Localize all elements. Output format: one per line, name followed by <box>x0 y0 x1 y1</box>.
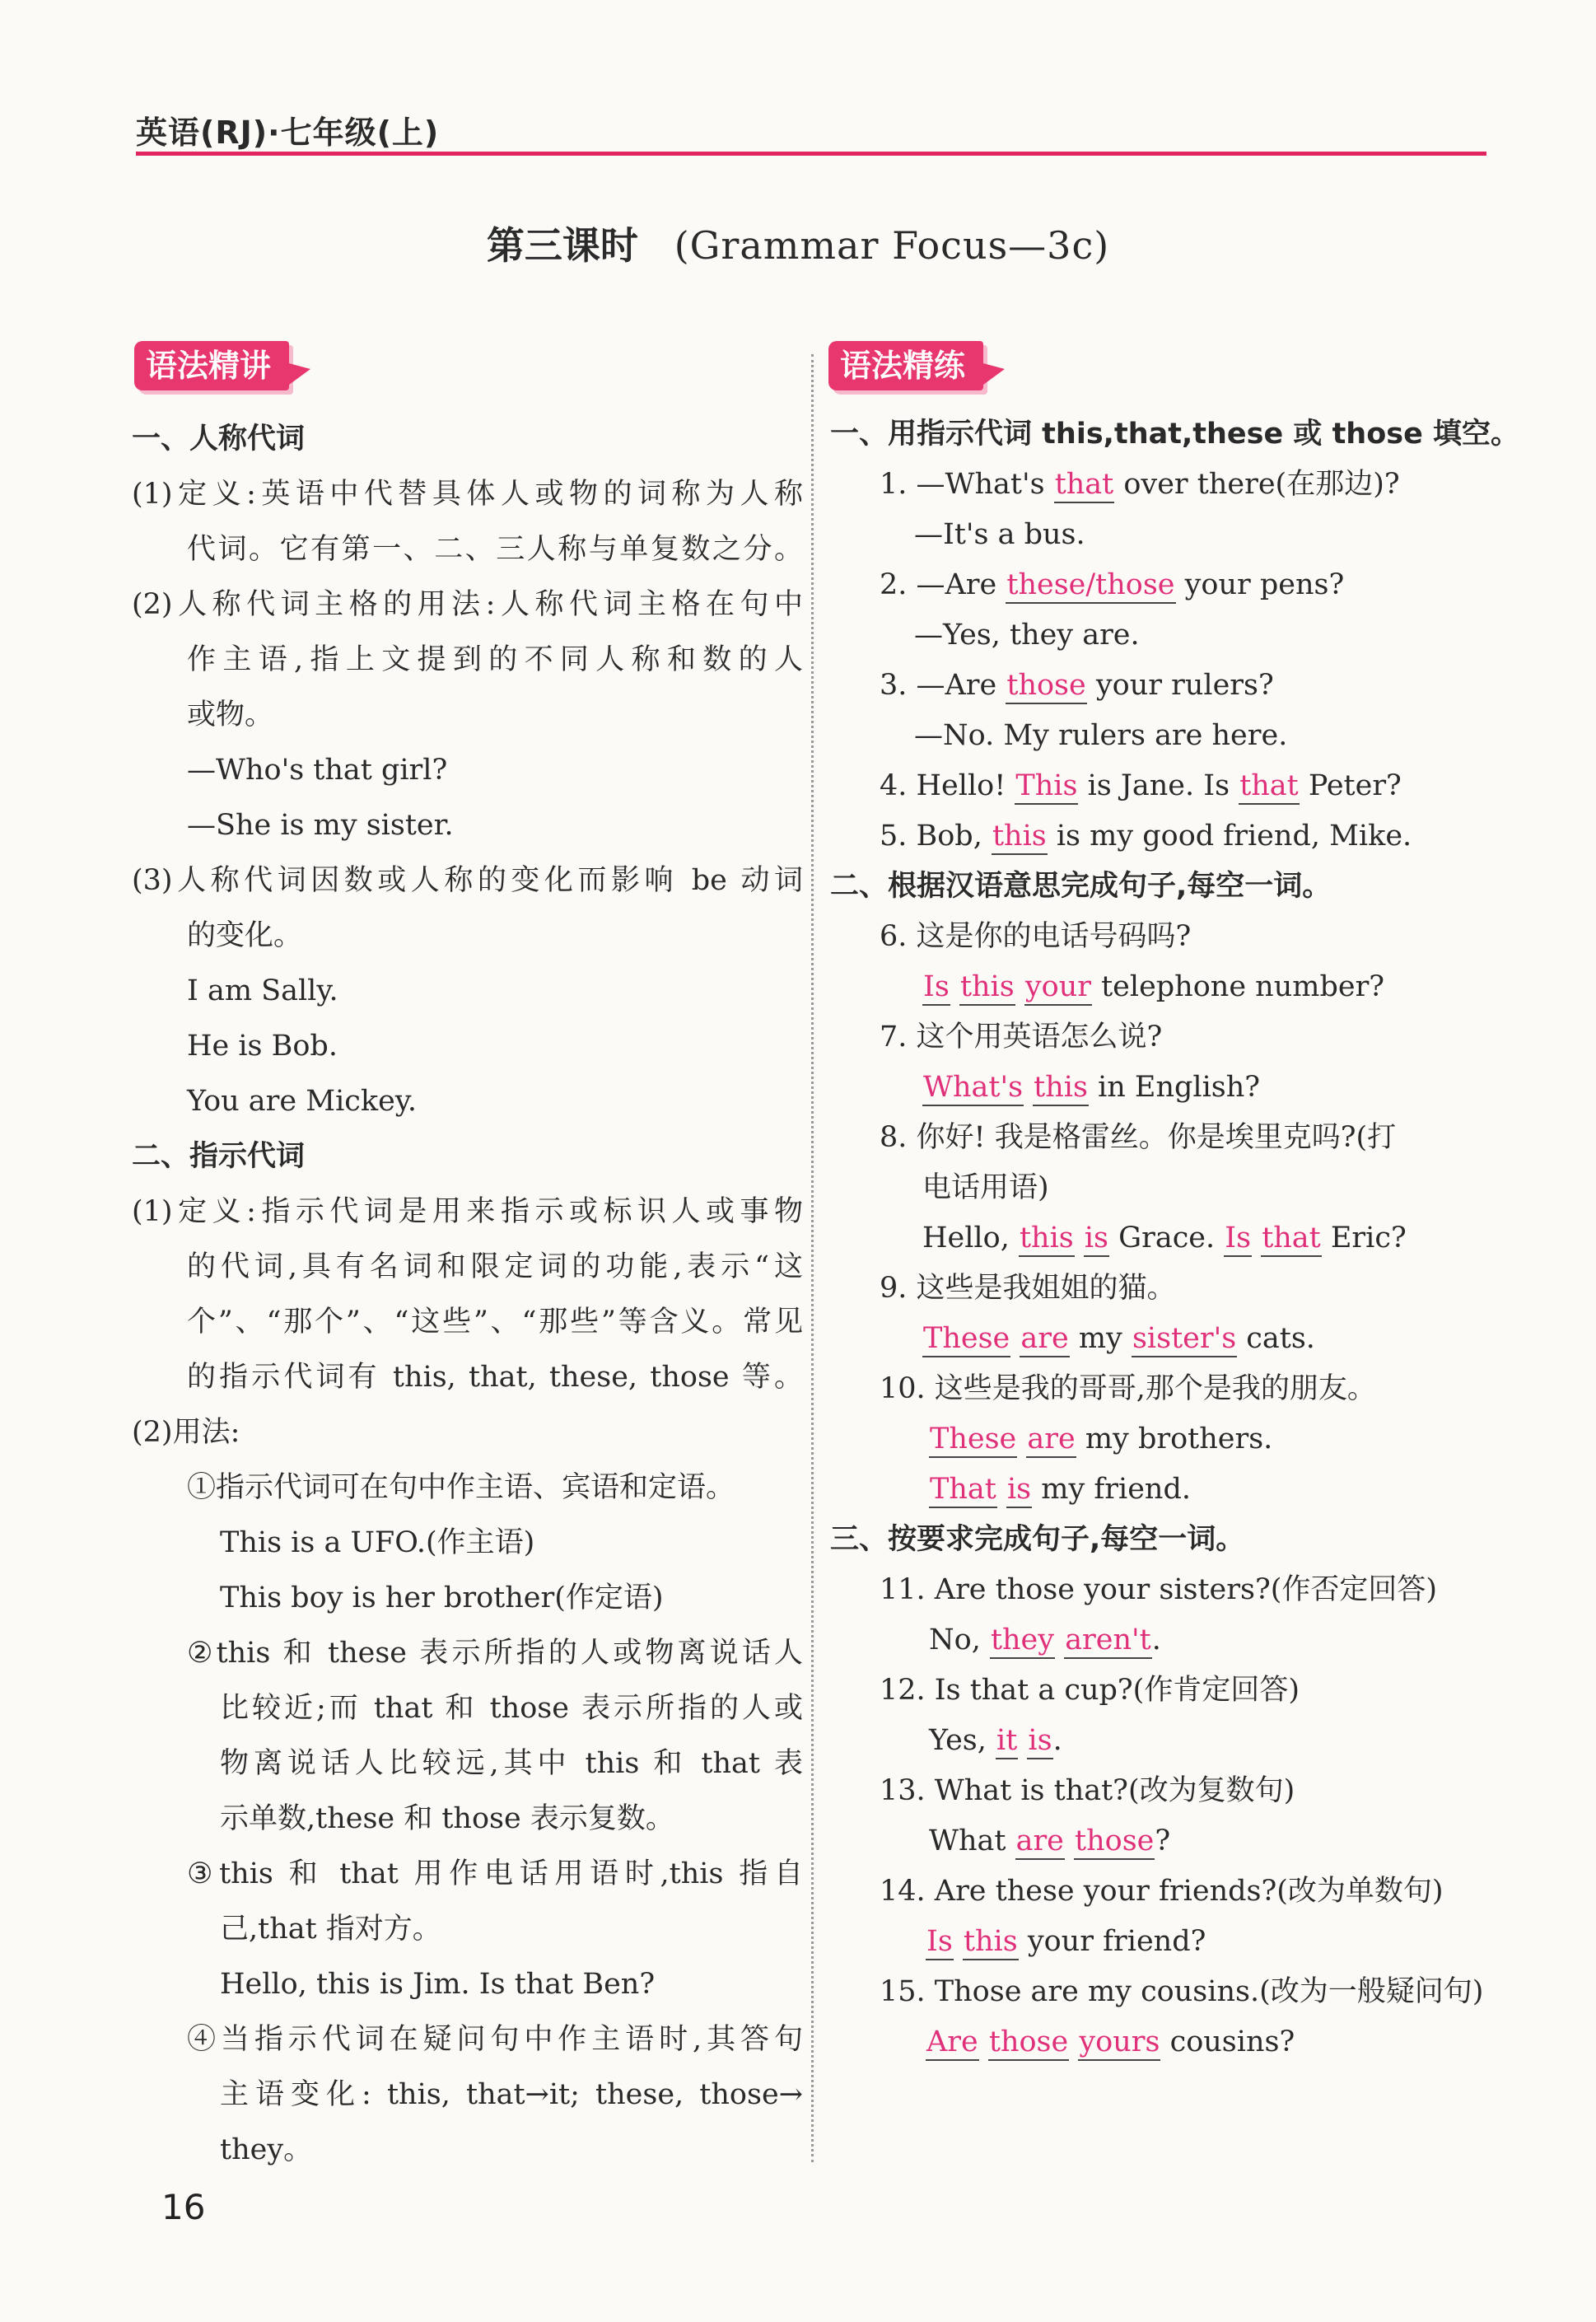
answer-blank: your <box>1024 969 1092 1006</box>
example-line: —Who's that girl? <box>187 754 448 787</box>
exercise-3-reply: —No. My rulers are here. <box>914 719 1288 752</box>
exercise-13: 13. What is that?(改为复数句) <box>880 1774 1295 1807</box>
section-heading: 一、人称代词 <box>132 423 306 456</box>
text-line: (1)定义:英语中代替具体人或物的词称为人称 <box>132 478 803 511</box>
exercise-10-answer-a: These are my brothers. <box>830 1414 1514 1465</box>
example-line: —She is my sister. <box>187 809 454 842</box>
section-heading: 二、指示代词 <box>132 1140 306 1173</box>
answer-blank: is <box>1027 1723 1052 1759</box>
answer-blank: Is <box>922 969 950 1006</box>
section-heading: 一、用指示代词 this,that,these 或 those 填空。 <box>830 418 1520 451</box>
answer-blank: This <box>1015 769 1078 805</box>
example-line: Hello, this is Jim. Is that Ben? <box>220 1968 656 2001</box>
answer-blank: is <box>1006 1472 1032 1508</box>
lesson-title-zh: 第三课时 <box>486 223 638 268</box>
answer-blank: that <box>1261 1221 1322 1257</box>
answer-blank: yours <box>1078 2025 1160 2061</box>
lesson-title <box>0 216 1596 270</box>
text-line: 己,that 指对方。 <box>220 1913 441 1946</box>
example-line: This boy is her brother(作定语) <box>220 1581 664 1614</box>
example-line: I am Sally. <box>187 974 338 1007</box>
example-line: He is Bob. <box>187 1030 338 1063</box>
exercise-9-answer: These are my sister's cats. <box>830 1314 1514 1364</box>
answer-blank: that <box>1239 769 1300 805</box>
exercise-6-answer: Is this your telephone number? <box>830 962 1514 1012</box>
exercise-7: 7. 这个用英语怎么说? <box>880 1021 1163 1054</box>
exercise-4: 4. Hello! This is Jane. Is that Peter? <box>830 761 1514 811</box>
exercise-13-answer: What are those? <box>830 1816 1514 1866</box>
exercise-11: 11. Are those your sisters?(作否定回答) <box>880 1573 1438 1606</box>
exercise-11-answer: No, they aren't. <box>830 1615 1514 1666</box>
exercise-10-answer-b: That is my friend. <box>830 1465 1514 1515</box>
answer-blank: those <box>1074 1824 1155 1860</box>
answer-blank: is <box>1084 1221 1109 1257</box>
answer-blank: those <box>988 2025 1069 2061</box>
text-line: 作主语,指上文提到的不同人称和数的人 <box>187 643 803 676</box>
exercise-10: 10. 这些是我的哥哥,那个是我的朋友。 <box>880 1372 1376 1405</box>
answer-blank: it <box>996 1723 1018 1759</box>
text-line: they。 <box>220 2133 313 2166</box>
header-rule <box>136 152 1486 156</box>
page-number: 16 <box>161 2187 206 2227</box>
column-divider <box>811 354 814 2162</box>
answer-blank: this <box>1033 1070 1089 1106</box>
exercise-5: 5. Bob, this is my good friend, Mike. <box>830 811 1514 862</box>
text-line: 的变化。 <box>187 919 303 952</box>
exercise-7-answer: What's this in English? <box>830 1063 1514 1113</box>
running-header: 英语(RJ)·七年级(上) <box>136 114 440 151</box>
answer-blank: What's <box>922 1070 1024 1106</box>
exercise-8-note: 电话用语) <box>922 1171 1049 1204</box>
text-line: (1)定义:指示代词是用来指示或标识人或事物 <box>132 1195 803 1228</box>
example-line: You are Mickey. <box>187 1085 418 1118</box>
exercise-15: 15. Those are my cousins.(改为一般疑问句) <box>880 1975 1484 2008</box>
answer-blank: these/those <box>1006 568 1175 604</box>
lesson-title-en: (Grammar Focus—3c) <box>674 223 1110 268</box>
text-line: 代词。它有第一、二、三人称与单复数之分。 <box>187 533 803 566</box>
exercise-12: 12. Is that a cup?(作肯定回答) <box>880 1674 1300 1707</box>
answer-blank: Is <box>1224 1221 1252 1257</box>
answer-blank: That <box>929 1472 997 1508</box>
exercise-2-reply: —Yes, they are. <box>914 619 1140 652</box>
example-line: This is a UFO.(作主语) <box>220 1526 535 1559</box>
text-line: (3)人称代词因数或人称的变化而影响 be 动词 <box>132 864 803 897</box>
text-line: 个”、“那个”、“这些”、“那些”等含义。常见 <box>187 1306 803 1339</box>
answer-blank: this <box>963 1924 1019 1960</box>
answer-blank: this <box>959 969 1015 1006</box>
answer-blank: Is <box>926 1924 954 1960</box>
section-heading: 二、根据汉语意思完成句子,每空一词。 <box>830 870 1332 903</box>
exercise-12-answer: Yes, it is. <box>830 1716 1514 1766</box>
exercise-15-answer: Are those yours cousins? <box>830 2017 1514 2067</box>
answer-blank: they <box>990 1623 1055 1659</box>
grammar-practice-badge: 语法精练 <box>828 341 983 390</box>
answer-blank: this <box>1019 1221 1075 1257</box>
exercise-2: 2. —Are these/those your pens? <box>830 560 1514 610</box>
answer-blank: These <box>929 1422 1017 1458</box>
text-line: 或物。 <box>187 698 274 731</box>
text-line: 示单数,these 和 those 表示复数。 <box>220 1802 674 1835</box>
exercise-14-answer: Is this your friend? <box>830 1917 1514 1967</box>
exercise-8: 8. 你好! 我是格雷丝。你是埃里克吗?(打 <box>880 1121 1397 1154</box>
answer-blank: those <box>1006 668 1086 704</box>
text-line: ②this 和 these 表示所指的人或物离说话人 <box>187 1637 803 1670</box>
exercise-8-answer: Hello, this is Grace. Is that Eric? <box>830 1213 1514 1264</box>
answer-blank: Are <box>926 2025 979 2061</box>
text-line: 主语变化: this, that→it; these, those→ <box>220 2078 803 2111</box>
text-line: ④当指示代词在疑问句中作主语时,其答句 <box>187 2023 803 2056</box>
answer-blank: are <box>1020 1321 1069 1357</box>
text-line: (2)人称代词主格的用法:人称代词主格在句中 <box>132 588 803 621</box>
answer-blank: this <box>992 819 1048 855</box>
section-heading: 三、按要求完成句子,每空一词。 <box>830 1523 1245 1556</box>
grammar-practice-column <box>830 409 1520 2067</box>
text-line: ①指示代词可在句中作主语、宾语和定语。 <box>187 1471 735 1504</box>
text-line: 的代词,具有名词和限定词的功能,表示“这 <box>187 1250 803 1283</box>
answer-blank: are <box>1015 1824 1065 1860</box>
text-line: 的指示代词有 this, that, these, those 等。 <box>187 1361 803 1394</box>
answer-blank: are <box>1026 1422 1076 1458</box>
answer-blank: aren't <box>1064 1623 1152 1659</box>
text-line: (2)用法: <box>132 1416 240 1449</box>
exercise-9: 9. 这些是我姐姐的猫。 <box>880 1272 1176 1305</box>
exercise-6: 6. 这是你的电话号码吗? <box>880 920 1192 953</box>
text-line: 物离说话人比较远,其中 this 和 that 表 <box>220 1747 803 1780</box>
text-line: 比较近;而 that 和 those 表示所指的人或 <box>220 1692 803 1725</box>
answer-blank: These <box>922 1321 1010 1357</box>
exercise-1-reply: —It's a bus. <box>914 518 1085 551</box>
grammar-explanation-badge: 语法精讲 <box>134 341 289 390</box>
exercise-3: 3. —Are those your rulers? <box>830 661 1514 711</box>
exercise-1: 1. —What's that over there(在那边)? <box>830 460 1514 510</box>
grammar-explanation-column <box>132 412 803 2178</box>
answer-blank: that <box>1054 467 1115 503</box>
text-line: ③this 和 that 用作电话用语时,this 指自 <box>187 1857 803 1890</box>
exercise-14: 14. Are these your friends?(改为单数句) <box>880 1875 1444 1908</box>
answer-blank: sister's <box>1132 1321 1237 1357</box>
